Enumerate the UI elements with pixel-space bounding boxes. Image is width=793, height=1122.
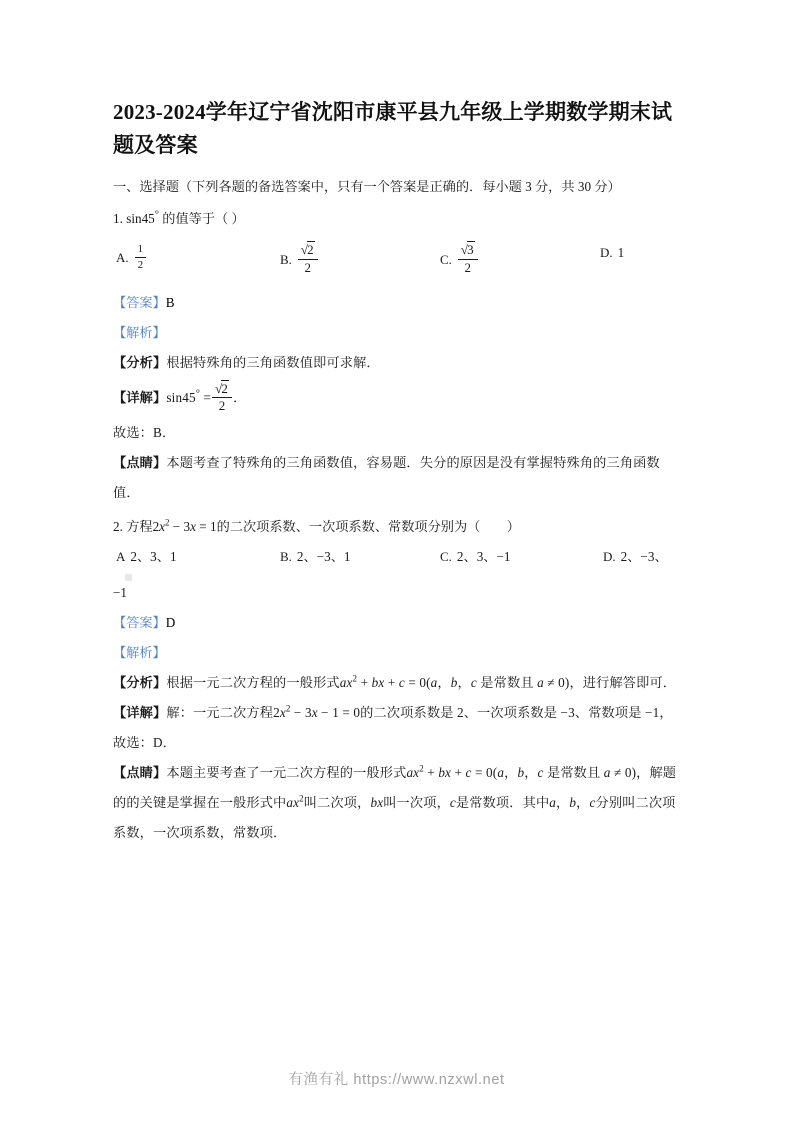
option-b-label: B.: [280, 252, 292, 268]
xiangjie-tag: 【详解】: [113, 705, 167, 720]
question-1-dianjing-text: 本题考查了特殊角的三角函数值，容易题．失分的原因是没有掌握特殊角的三角函数值．: [113, 455, 660, 500]
option-b-value: 2、−3、1: [296, 549, 351, 564]
question-2-fenxi-text-1: 根据一元二次方程的一般形式: [166, 675, 340, 690]
option-a-denominator: 2: [137, 258, 144, 271]
question-2-dianjing: [113, 758, 683, 848]
option-d-wrap: −1: [113, 585, 128, 600]
option-b[interactable]: [280, 244, 319, 277]
scan-artifact: [125, 574, 132, 581]
option-d[interactable]: [603, 548, 668, 566]
question-1-conclusion: 故选：B．: [113, 425, 176, 440]
question-2-equation: $2x^2 - 3x = 1$: [152, 517, 217, 534]
option-d-label: D.: [603, 549, 616, 564]
option-a-value: [135, 243, 147, 271]
option-c-label: C.: [440, 252, 452, 268]
option-b[interactable]: [280, 548, 351, 566]
question-2-stem: [113, 512, 683, 542]
analysis-tag: 【解析】: [113, 325, 166, 340]
question-1-answer-value: B: [165, 295, 175, 310]
dianjing-math-3: bx: [370, 795, 384, 810]
question-1-number: 1.: [113, 211, 123, 226]
option-a-value: 2、3、1: [130, 549, 177, 564]
question-1-answer: [113, 288, 683, 318]
question-2-fenxi: [113, 668, 683, 698]
dianjing-text-1: 本题主要考查了一元二次方程的一般形式: [166, 765, 407, 780]
option-c[interactable]: [440, 244, 479, 277]
option-a[interactable]: [116, 548, 177, 566]
answer-tag: 【答案】: [113, 615, 166, 630]
question-1-fenxi-text: 根据特殊角的三角函数值即可求解．: [166, 355, 380, 370]
option-d-label: D.: [600, 245, 613, 260]
option-a-label: A: [116, 549, 126, 564]
option-c-denominator: 2: [464, 259, 471, 275]
question-1-xiangjie-suffix: ．: [233, 390, 247, 405]
option-c-label: C.: [440, 549, 452, 564]
question-2-fenxi-text-2: ，进行解答即可．: [569, 675, 677, 690]
question-2-conclusion: 故选：D．: [113, 735, 177, 750]
footer-watermark: 有渔有礼 https://www.nzxwl.net: [288, 1072, 505, 1088]
option-a[interactable]: [116, 244, 147, 272]
xiangjie-denominator: 2: [218, 398, 226, 414]
question-1-options: [113, 236, 683, 288]
dianjing-text-2: ，解题的的关键是掌握在一般形式中: [113, 765, 677, 810]
question-2-xiangjie-text: 的二次项系数是 2、一次项系数是 −3、常数项是 −1，: [360, 705, 673, 720]
degree-symbol: °: [195, 388, 201, 400]
question-2-analysis-tag: [113, 638, 683, 668]
question-2-xiangjie-lead: 解：一元二次方程: [166, 705, 274, 720]
fenxi-tag: 【分析】: [113, 675, 167, 690]
question-2-stem-prefix: 方程: [126, 519, 153, 534]
question-1-fenxi: [113, 348, 683, 378]
option-d-value: 2、−3、: [620, 549, 668, 564]
question-2-number: 2.: [113, 519, 123, 534]
option-b-numerator: [298, 243, 318, 260]
dianjing-text-5: 是常数项．其中: [455, 795, 550, 810]
option-c-value: [458, 243, 478, 276]
section-heading: 一、选择题（下列各题的备选答案中，只有一个答案是正确的．每小题 3 分，共 30 分）: [113, 179, 621, 194]
dianjing-math-2: $ax^2$: [286, 793, 304, 810]
sqrt-icon: √2: [300, 242, 314, 257]
analysis-tag: 【解析】: [113, 645, 166, 660]
option-b-value: [298, 243, 318, 276]
dianjing-text-3: 叫二次项，: [303, 795, 371, 810]
option-c-numerator: [458, 243, 478, 260]
xiangjie-tag: 【详解】: [113, 390, 167, 405]
dianjing-text-6: 分别叫二次项系数，一次项系数，常数项．: [113, 795, 676, 840]
question-2-fenxi-math: $ax^2$ + bx + c = 0(a，b，c 是常数且 a ≠ 0): [339, 673, 570, 690]
question-2-xiangjie-math: $2x^2 - 3x - 1 = 0$: [273, 703, 361, 720]
question-2-xiangjie: [113, 698, 683, 728]
page-title: 2023-2024学年辽宁省沈阳市康平县九年级上学期数学期末试题及答案: [113, 100, 673, 157]
question-2-options: [113, 544, 683, 578]
question-1-analysis-tag: [113, 318, 683, 348]
dianjing-math-1: $ax^2$ + bx + c = 0(a，b，c 是常数且 a ≠ 0): [406, 763, 637, 780]
sqrt-icon: √3: [460, 242, 474, 257]
option-b-label: B.: [280, 549, 292, 564]
fenxi-tag: 【分析】: [113, 355, 167, 370]
dianjing-text-4: 叫一次项，: [383, 795, 450, 810]
question-1-xiangjie-fraction: [212, 382, 232, 415]
option-a-numerator: 1: [135, 243, 147, 258]
question-1-dianjing: [113, 448, 683, 508]
dianjing-tag: 【点睛】: [113, 765, 167, 780]
question-2-stem-suffix: 的二次项系数、一次项系数、常数项分别为（ ）: [216, 519, 520, 534]
option-c[interactable]: [440, 548, 511, 566]
dianjing-tag: 【点睛】: [113, 455, 167, 470]
dianjing-math-5: a，b，c: [549, 795, 596, 810]
question-1-stem-text: 的值等于（ ）: [162, 211, 245, 226]
document-content: [113, 96, 683, 848]
option-d[interactable]: [600, 244, 624, 262]
equals-sign: =: [203, 390, 212, 405]
option-a-label: A.: [116, 250, 129, 266]
dianjing-math-4: c: [449, 795, 456, 810]
question-1-stem: [113, 204, 683, 234]
option-b-denominator: 2: [304, 259, 311, 275]
option-d-value: 1: [617, 245, 625, 260]
sqrt-icon: √2: [215, 380, 229, 396]
question-1-xiangjie-lead: sin45°: [166, 388, 201, 405]
answer-tag: 【答案】: [113, 295, 166, 310]
question-1-xiangjie: [113, 378, 683, 418]
option-c-value: 2、3、−1: [456, 549, 511, 564]
xiangjie-numerator: [212, 382, 232, 399]
degree-symbol: °: [154, 209, 159, 221]
question-2-answer-value: D: [165, 615, 176, 630]
question-2-answer: [113, 608, 683, 638]
question-1-expression: sin45°: [126, 209, 159, 226]
